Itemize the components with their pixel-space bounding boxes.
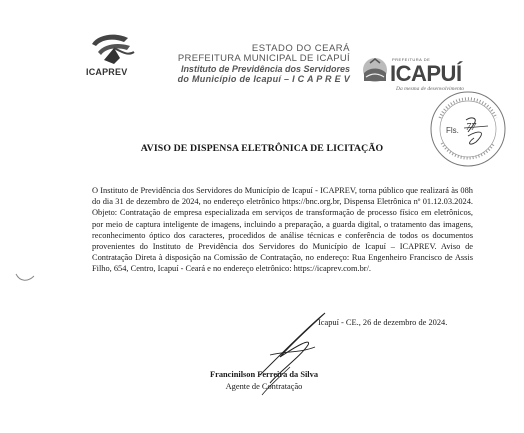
signer-name: Francinilson Ferreira da Silva <box>209 370 319 379</box>
stamp-number: 77 <box>466 122 476 133</box>
stamp-seal-icon <box>428 88 508 170</box>
letterhead <box>150 44 350 84</box>
letterhead-prefecture: PREFEITURA MUNICIPAL DE ICAPUÍ <box>177 53 350 64</box>
letterhead-municipality: do Município de Icapuí – I C A P R E V <box>177 74 350 84</box>
icaprev-logo <box>84 30 142 80</box>
icapui-logo-slogan: Da mesma de desenvolvimento <box>396 86 464 92</box>
scan-mark-icon <box>14 272 36 284</box>
page-number-stamp <box>428 88 508 170</box>
letterhead-institute: Instituto de Previdência dos Servidores <box>180 64 350 74</box>
signer-role: Agente de Contratação <box>225 382 303 391</box>
notice-body: O Instituto de Previdência dos Servidores do Município de Icapuí - ICAPREV, torna público que realizará às 08h do dia 31 de dezembro de 2024, no endereço eletrônico https://bnc.org.br, Dispensa Eletrônica nº 01.12.03.2024. Objeto: Contratação de empresa especializada em serviços de transformação de processo físico em eletrônicos, por meio de captura inteligente de imagens, incluindo a preparação, a guarda digital, o tratamento das imagens, reconhecimento óptico dos caracteres, procedidos de análise técnicas e conferência de todos os documentos provenientes do Instituto de Previdência dos Servidores do Município de Icapuí – ICAPREV. Aviso de Contratação Direta à disposição na Comissão de Contratação, no endereço: Rua Engenheiro Francisco de Assis Filho, 654, Centro, Icapuí - Ceará e no endereço eletrônico: https://icaprev.com.br/. <box>92 186 473 274</box>
document-title: AVISO DE DISPENSA ELETRÔNICA DE LICITAÇÃO <box>140 143 384 154</box>
icapui-logo-prefix: PREFEITURA DE <box>392 57 431 62</box>
icapui-crest-icon <box>360 55 390 89</box>
icaprev-emblem-icon <box>84 30 142 70</box>
letterhead-state: ESTADO DO CEARÁ <box>251 43 350 54</box>
stamp-label: Fls. <box>446 126 459 135</box>
icapui-logo-name: ICAPUÍ <box>390 61 462 86</box>
icaprev-logo-text: ICAPREV <box>86 67 128 77</box>
place-date: Icapuí - CE., 26 de dezembro de 2024. <box>318 318 448 327</box>
